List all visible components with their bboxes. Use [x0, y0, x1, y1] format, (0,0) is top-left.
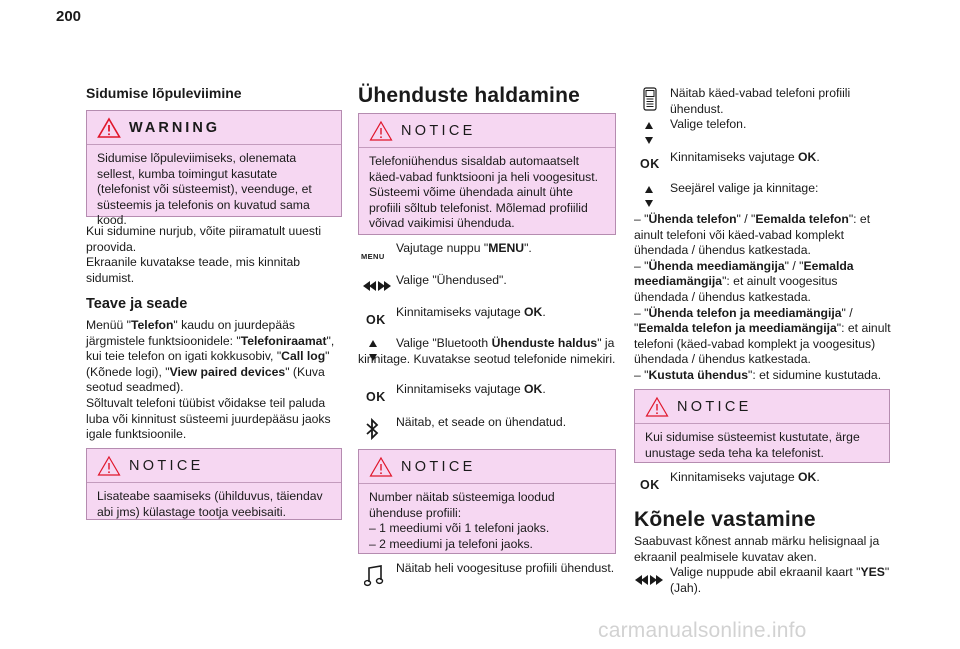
notice-label: NOTICE	[677, 399, 752, 415]
pairing-retry-text	[86, 224, 344, 286]
ok-button-icon: OK	[640, 478, 660, 492]
menu-term: Ühenda telefon ja meediamängija	[648, 305, 842, 320]
notice-header	[359, 114, 615, 148]
step-bluetooth-management	[358, 336, 616, 367]
notice-box-profile-number	[358, 449, 616, 554]
step-confirm-ok	[396, 305, 616, 321]
text-fragment: – "	[634, 212, 649, 226]
notice-text: Lisateabe saamiseks (ühilduvus, täiendav abi jms) külastage tootja veebisaiti.	[97, 489, 323, 519]
text-fragment: Kinnitamiseks vajutage	[396, 305, 525, 319]
text-fragment: Menüü "	[86, 318, 131, 332]
notice-icon	[369, 456, 393, 478]
warning-icon	[97, 117, 121, 139]
ok-button-icon: OK	[366, 313, 386, 327]
menu-term: OK	[524, 382, 543, 396]
step-device-connected: Näitab, et seade on ühendatud.	[396, 415, 567, 429]
text-fragment: – "	[634, 305, 649, 320]
notice-text: Telefoniühendus sisaldab automaatselt käed-vabad funktsiooni ja heli voogesitust. Süsteemi võime ühendada ainult ühte profiili sõltub telefonist. Mõlemad profiilid võivad vaikimisi ühenduda.	[369, 154, 598, 231]
menu-term: View paired devices	[169, 364, 286, 379]
text-fragment: Kinnitamiseks vajutage	[670, 470, 799, 484]
notice-header	[359, 450, 615, 484]
step-select-confirm: Seejärel valige ja kinnitage:	[670, 181, 819, 195]
text-fragment: ": et ainult telefoni (käed-vabad komplekt ja voogesitus) ühendada / ühendus katkestada.	[634, 321, 891, 367]
option-item	[634, 259, 892, 306]
step-select-yes	[670, 565, 894, 596]
pairing-confirm-line: Ekraanile kuvatakse teade, mis kinnitab sidumist.	[86, 255, 301, 285]
text-fragment: ".	[524, 241, 532, 255]
text-fragment: " / "	[784, 258, 804, 273]
menu-term: Ühenda telefon	[648, 212, 737, 226]
notice-text	[359, 484, 615, 552]
notice-label: NOTICE	[401, 123, 476, 139]
menu-term: MENU	[488, 241, 525, 255]
step-confirm-ok	[670, 150, 894, 166]
text-fragment: ", kui teie telefon on igati kokkusobiv, "	[86, 333, 335, 364]
step-streaming-profile: Näitab heli voogesituse profiili ühendust.	[396, 561, 615, 575]
notice-label: NOTICE	[401, 459, 476, 475]
text-fragment: .	[816, 470, 820, 484]
up-arrow-icon	[645, 122, 653, 129]
menu-term: Telefoniraamat	[240, 333, 327, 348]
music-note-icon	[364, 565, 384, 587]
up-arrow-icon	[645, 186, 653, 193]
text-fragment: .	[816, 150, 820, 164]
menu-term: Ühenda meediamängija	[648, 258, 785, 273]
ok-button-icon: OK	[640, 157, 660, 171]
info-text	[86, 318, 344, 443]
menu-button-icon: MENU	[361, 252, 385, 261]
text-fragment: " ja kinnitage. Kuvatakse seotud telefonide nimekiri.	[358, 336, 616, 366]
notice-line: – 1 meediumi või 1 telefoni jaoks.	[369, 521, 550, 536]
text-fragment: – "	[634, 367, 649, 382]
text-fragment: ": et ainult voogesitus ühendada / ühendus katkestada.	[634, 274, 838, 304]
page-number: 200	[56, 8, 82, 25]
text-fragment: " (Jah).	[670, 565, 890, 595]
text-fragment: ": et ainult telefoni või käed-vabad komplekt ühendada / ühendus katkestada.	[634, 212, 871, 258]
watermark: carmanualsonline.info	[598, 619, 807, 642]
text-fragment: .	[542, 382, 546, 396]
step-handsfree-profile	[670, 86, 894, 133]
info-permission-text: Sõltuvalt telefoni tüübist võidakse teil paluda luba või kinnitust süsteemi juurdepääsu jaoks igale funktsioonile.	[86, 395, 331, 442]
notice-text: Kui sidumise süsteemist kustutate, ärge unustage seda teha ka telefonist.	[645, 430, 860, 460]
incoming-call-text: Saabuvast kõnest annab märku helisignaal ja ekraanil pealmisele kuvatav aken.	[634, 534, 880, 564]
step-press-menu	[396, 241, 616, 257]
text-fragment: " / "	[634, 305, 853, 336]
notice-line: Number näitab süsteemiga loodud ühenduse profiili:	[369, 490, 555, 520]
step-confirm-ok	[670, 470, 894, 486]
menu-term: Eemalda meediamängija	[634, 258, 854, 289]
text-fragment: " (Kuva seotud seadmed).	[86, 364, 325, 395]
pairing-retry-line: Kui sidumine nurjub, võite piiramatult uuesti proovida.	[86, 224, 322, 254]
menu-term: Eemalda telefon ja meediamängija	[638, 321, 837, 336]
left-right-arrows-icon	[362, 279, 392, 293]
text-fragment: Valige "Bluetooth	[396, 336, 492, 350]
warning-label: WARNING	[129, 120, 221, 136]
warning-box	[86, 110, 342, 228]
notice-header	[87, 449, 341, 483]
menu-term: Ühenduste haldus	[491, 336, 598, 350]
text-fragment: " (Kõnede logi), "	[86, 349, 330, 379]
notice-line: – 2 meediumi ja telefoni jaoks.	[369, 536, 533, 551]
option-item	[634, 306, 892, 368]
menu-term: Telefon	[130, 318, 174, 332]
step-confirm-ok	[396, 382, 616, 398]
text-fragment: Vajutage nuppu "	[396, 241, 489, 255]
menu-term: Kustuta ühendus	[648, 367, 749, 382]
section-title-info: Teave ja seade	[86, 296, 188, 312]
notice-icon	[645, 396, 669, 418]
menu-term: OK	[524, 305, 543, 319]
menu-term: Eemalda telefon	[755, 212, 849, 226]
notice-icon	[97, 455, 121, 477]
warning-header	[87, 111, 341, 145]
down-arrow-icon	[645, 137, 653, 144]
phone-icon	[643, 87, 657, 111]
text-fragment: Kinnitamiseks vajutage	[670, 150, 799, 164]
menu-term: OK	[798, 470, 817, 484]
text-fragment: Valige nuppude abil ekraanil kaart "	[670, 565, 861, 579]
text-fragment: ": et sidumine kustutada.	[748, 367, 882, 382]
notice-box-website	[86, 448, 342, 520]
down-arrow-icon	[645, 200, 653, 207]
menu-term: YES	[860, 565, 885, 579]
option-item	[634, 368, 892, 384]
section-title-answer-call: Kõnele vastamine	[634, 508, 816, 531]
section-title-connections: Ühenduste haldamine	[358, 84, 581, 107]
notice-box-delete-pairing	[634, 389, 890, 463]
text-fragment: Kinnitamiseks vajutage	[396, 382, 525, 396]
text-fragment: Valige telefon.	[670, 117, 747, 132]
bluetooth-icon	[365, 417, 379, 441]
notice-label: NOTICE	[129, 458, 204, 474]
menu-term: Call log	[281, 349, 326, 364]
notice-header	[635, 390, 889, 424]
text-fragment: .	[542, 305, 546, 319]
text-fragment: " / "	[736, 212, 756, 226]
text-fragment: " kaudu on juurdepääs järgmistele funktsioonidele: "	[86, 318, 295, 348]
step-select-connections: Valige "Ühendused".	[396, 273, 507, 287]
text-fragment: – "	[634, 258, 649, 273]
option-item	[634, 212, 892, 259]
menu-term: OK	[798, 150, 817, 164]
warning-text: Sidumise lõpuleviimiseks, olenemata sellest, kumba toimingut kasutate (telefonist või süsteemist), veenduge, et süsteemis ja telefonis on kuvatud sama kood.	[97, 151, 312, 228]
text-fragment: Näitab käed-vabad telefoni profiili ühendust.	[670, 86, 851, 116]
ok-button-icon: OK	[366, 390, 386, 404]
options-list	[634, 212, 892, 384]
notice-icon	[369, 120, 393, 142]
left-right-arrows-icon	[634, 573, 664, 587]
section-title-pairing: Sidumise lõpuleviimine	[86, 85, 242, 101]
notice-box-profiles	[358, 113, 616, 235]
